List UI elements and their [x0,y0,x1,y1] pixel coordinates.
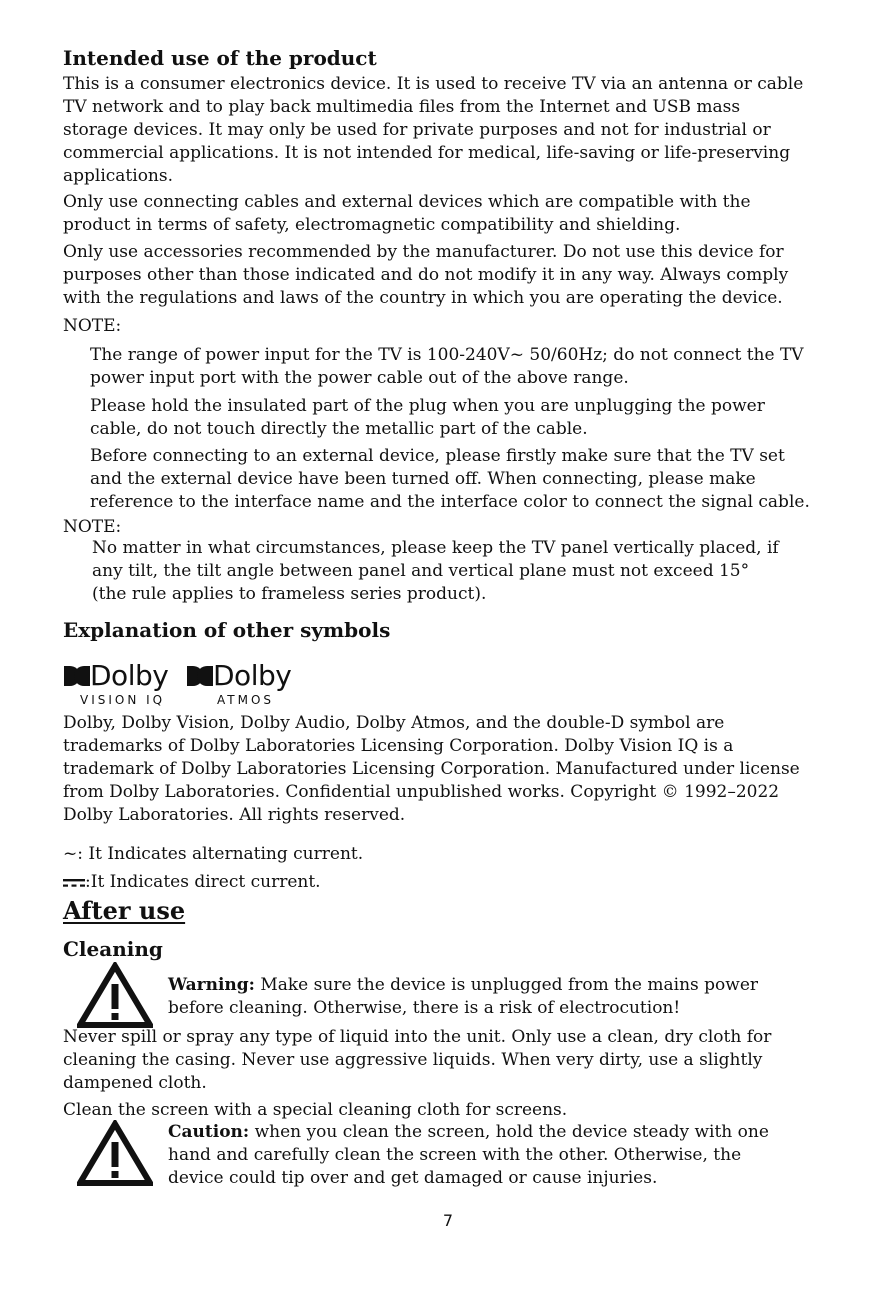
warning-text [168,974,848,1020]
caution-body: when you clean the screen, hold the device steady with one hand and carefully clean the screen with the other. Otherwise, the device could tip over and get damaged or cause injuries. [168,1122,769,1188]
cleaning-heading: Cleaning [63,937,163,961]
symbols-heading: Explanation of other symbols [63,618,391,642]
note-item-connect: Before connecting to an external device, please firstly make sure that the TV set and the external device have been turned off. When connecting, please make reference to the interface name and the interface color to connect the signal cable. [90,446,810,512]
note-label: NOTE: [63,316,122,336]
note-item-power: The range of power input for the TV is 100-240V~ 50/60Hz; do not connect the TV power input port with the power cable out of the above range. [90,345,804,388]
page-number: 7 [442,1211,454,1230]
cables-paragraph: Only use connecting cables and external devices which are compatible with the product in terms of safety, electromagnetic compatibility and shielding. [63,192,751,235]
dolby-trademark-text: Dolby, Dolby Vision, Dolby Audio, Dolby Atmos, and the double-D symbol are trademarks of Dolby Laboratories Licensing Corporation. Dolby Vision IQ is a trademark of Dolby Laboratories Licensing Corporation. Manufactured under license from Dolby Laboratories. Confidential unpublished works. Copyright © 1992–2022 Dolby Laboratories. All rights reserved. [63,713,800,825]
dolby-logo-word: Dolby [90,659,169,692]
dolby-double-d-icon [187,666,213,686]
caution-triangle-icon [77,1120,153,1186]
dolby-double-d-icon [64,666,90,686]
dolby-vision-iq-logo [64,659,168,707]
dc-symbol-line [63,871,843,894]
cleaning-paragraph: Never spill or spray any type of liquid into the unit. Only use a clean, dry cloth for cleaning the casing. Never use aggressive liquids. When very dirty, use a slightly dampened cloth. [63,1027,772,1093]
note-item-plug: Please hold the insulated part of the plug when you are unplugging the power cable, do not touch directly the metallic part of the cable. [90,396,765,439]
dc-symbol-text: :It Indicates direct current. [85,872,321,892]
ac-symbol-line: ~: It Indicates alternating current. [63,844,364,864]
warning-triangle-icon [77,962,153,1028]
direct-current-icon [63,878,85,888]
warning-body: Make sure the device is unplugged from the mains power before cleaning. Otherwise, there is a risk of electrocution! [168,975,759,1018]
dolby-logo-word: Dolby [213,659,292,692]
intended-use-paragraph: This is a consumer electronics device. It is used to receive TV via an antenna or cable TV network and to play back multimedia files from the Internet and USB mass storage devices. It may only be used for private purposes and not for industrial or commercial applications. It is not intended for medical, life-saving or life-preserving applications. [63,74,804,186]
intended-use-heading: Intended use of the product [63,46,377,70]
caution-label: Caution: [168,1122,250,1142]
accessories-paragraph: Only use accessories recommended by the manufacturer. Do not use this device for purposes other than those indicated and do not modify it in any way. Always comply with the regulations and laws of the country in which you are operating the device. [63,242,789,308]
note-label-2: NOTE: [63,517,122,537]
vision-iq-subtitle: VISION IQ [80,693,166,707]
warning-label: Warning: [168,975,255,995]
after-use-heading: After use [63,896,186,925]
caution-text [168,1121,848,1190]
screen-cleaning-paragraph: Clean the screen with a special cleaning cloth for screens. [63,1100,568,1120]
note-tilt-text: No matter in what circumstances, please keep the TV panel vertically placed, if any tilt, the tilt angle between panel and vertical plane must not exceed 15° (the rule applies to frameless series product). [92,538,779,604]
dolby-atmos-logo [187,659,291,707]
atmos-subtitle: ATMOS [217,693,275,707]
